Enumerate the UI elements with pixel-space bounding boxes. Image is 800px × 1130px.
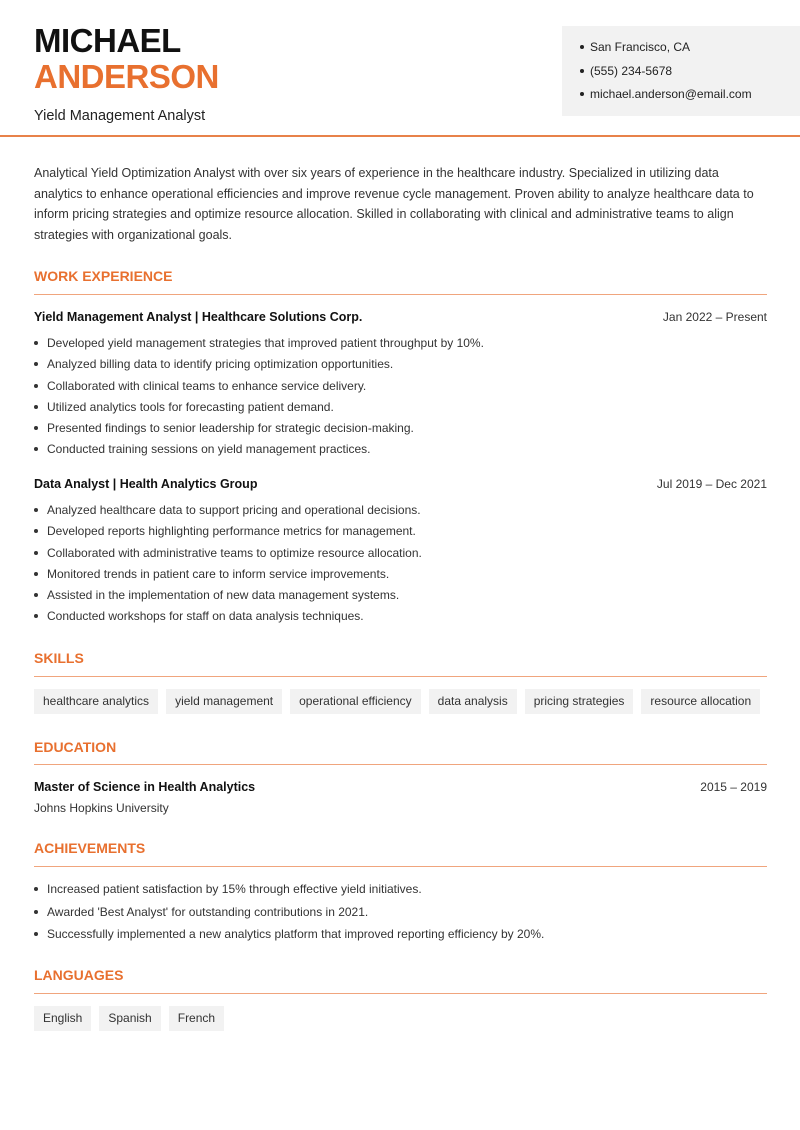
school-name: Johns Hopkins University [34, 801, 169, 815]
language-tag: English [34, 1006, 91, 1031]
section-divider [34, 866, 767, 867]
list-item-text: Presented findings to senior leadership for strategic decision-making. [47, 421, 414, 436]
bullet-icon [34, 508, 38, 512]
skills-tags [34, 689, 760, 714]
list-item-text: Collaborated with administrative teams to optimize resource allocation. [47, 545, 422, 560]
bullet-icon [34, 572, 38, 576]
list-item-text: Assisted in the implementation of new data management systems. [47, 588, 400, 603]
resume-header [0, 0, 800, 137]
email-text: michael.anderson@email.com [590, 87, 752, 101]
job-title: Yield Management Analyst [34, 108, 206, 124]
languages-tags [34, 1006, 224, 1031]
section-divider [34, 993, 767, 994]
list-item-text: Awarded 'Best Analyst' for outstanding contributions in 2021. [47, 904, 369, 919]
section-title-skills: SKILLS [34, 650, 84, 666]
degree: Master of Science in Health Analytics [34, 780, 256, 794]
skill-tag: data analysis [429, 689, 517, 714]
contact-email [580, 86, 800, 110]
section-title-education: EDUCATION [34, 739, 117, 755]
list-item-text: Increased patient satisfaction by 15% through effective yield initiatives. [47, 882, 422, 896]
job-bullet-list [34, 335, 767, 463]
list-item-text: Analyzed healthcare data to support pricing and operational decisions. [47, 503, 421, 517]
job-bullet-list [34, 502, 767, 630]
skill-tag: yield management [166, 689, 282, 714]
list-item [34, 881, 767, 904]
list-item [34, 399, 767, 420]
list-item-text: Collaborated with clinical teams to enhance service delivery. [47, 378, 367, 393]
list-item [34, 378, 767, 399]
achievements-list [34, 881, 767, 949]
section-title-work: WORK EXPERIENCE [34, 268, 173, 284]
contact-box [562, 26, 800, 116]
list-item [34, 420, 767, 441]
bullet-icon [580, 69, 584, 73]
language-tag: French [169, 1006, 224, 1031]
skill-tag: healthcare analytics [34, 689, 158, 714]
contact-phone [580, 63, 800, 87]
list-item [34, 608, 767, 629]
bullet-icon [34, 405, 38, 409]
list-item [34, 926, 767, 949]
bullet-icon [34, 362, 38, 366]
location-text: San Francisco, CA [590, 40, 691, 54]
bullet-icon [34, 932, 38, 936]
list-item [34, 587, 767, 608]
language-tag: Spanish [99, 1006, 160, 1031]
list-item-text: Developed reports highlighting performance metrics for management. [47, 524, 416, 539]
list-item-text: Utilized analytics tools for forecasting patient demand. [47, 399, 334, 414]
list-item [34, 441, 767, 462]
job-role: Yield Management Analyst | Healthcare Solutions Corp. [34, 310, 363, 324]
summary-paragraph: Analytical Yield Optimization Analyst with over six years of experience in the healthcare industry. Specialized in utilizing data analytics to enhance operational efficiencies and improve revenue cycle management. Proven ability to analyze healthcare data to inform pricing strategies and optimize resource allocation. Skilled in collaborating with clinical and administrative teams to align strategies with organizational goals. [34, 166, 754, 243]
last-name: ANDERSON [34, 58, 219, 95]
bullet-icon [34, 593, 38, 597]
job-header [34, 477, 767, 491]
section-title-languages: LANGUAGES [34, 967, 124, 983]
job-header [34, 310, 767, 324]
list-item [34, 502, 767, 523]
bullet-icon [34, 614, 38, 618]
list-item-text: Monitored trends in patient care to inform service improvements. [47, 566, 390, 581]
section-title-achievements: ACHIEVEMENTS [34, 840, 146, 856]
list-item [34, 523, 767, 544]
bullet-icon [34, 426, 38, 430]
section-divider [34, 294, 767, 295]
list-item [34, 545, 767, 566]
section-divider [34, 676, 767, 677]
bullet-icon [34, 341, 38, 345]
list-item [34, 335, 767, 356]
bullet-icon [34, 551, 38, 555]
list-item-text: Successfully implemented a new analytics platform that improved reporting efficiency by 20%. [47, 927, 545, 941]
skill-tag: resource allocation [641, 689, 760, 714]
name-block [34, 24, 219, 124]
bullet-icon [34, 887, 38, 891]
bullet-icon [34, 384, 38, 388]
job-dates: Jan 2022 – Present [662, 310, 767, 324]
bullet-icon [580, 92, 584, 96]
list-item-text: Conducted training sessions on yield management practices. [47, 442, 371, 457]
phone-text: (555) 234-5678 [590, 63, 673, 78]
bullet-icon [34, 910, 38, 914]
list-item [34, 904, 767, 927]
list-item-text: Conducted workshops for staff on data analysis techniques. [47, 609, 364, 624]
list-item [34, 356, 767, 377]
job-dates: Jul 2019 – Dec 2021 [656, 477, 767, 491]
skill-tag: pricing strategies [525, 689, 634, 714]
bullet-icon [580, 45, 584, 49]
list-item [34, 566, 767, 587]
first-name: MICHAEL [34, 22, 181, 59]
list-item-text: Analyzed billing data to identify pricing optimization opportunities. [47, 357, 394, 372]
education-header [34, 780, 767, 794]
job-role: Data Analyst | Health Analytics Group [34, 477, 258, 491]
list-item-text: Developed yield management strategies that improved patient throughput by 10%. [47, 336, 484, 350]
section-divider [34, 764, 767, 765]
education-dates: 2015 – 2019 [700, 780, 767, 794]
contact-location [580, 39, 800, 63]
bullet-icon [34, 447, 38, 451]
skill-tag: operational efficiency [290, 689, 421, 714]
bullet-icon [34, 529, 38, 533]
